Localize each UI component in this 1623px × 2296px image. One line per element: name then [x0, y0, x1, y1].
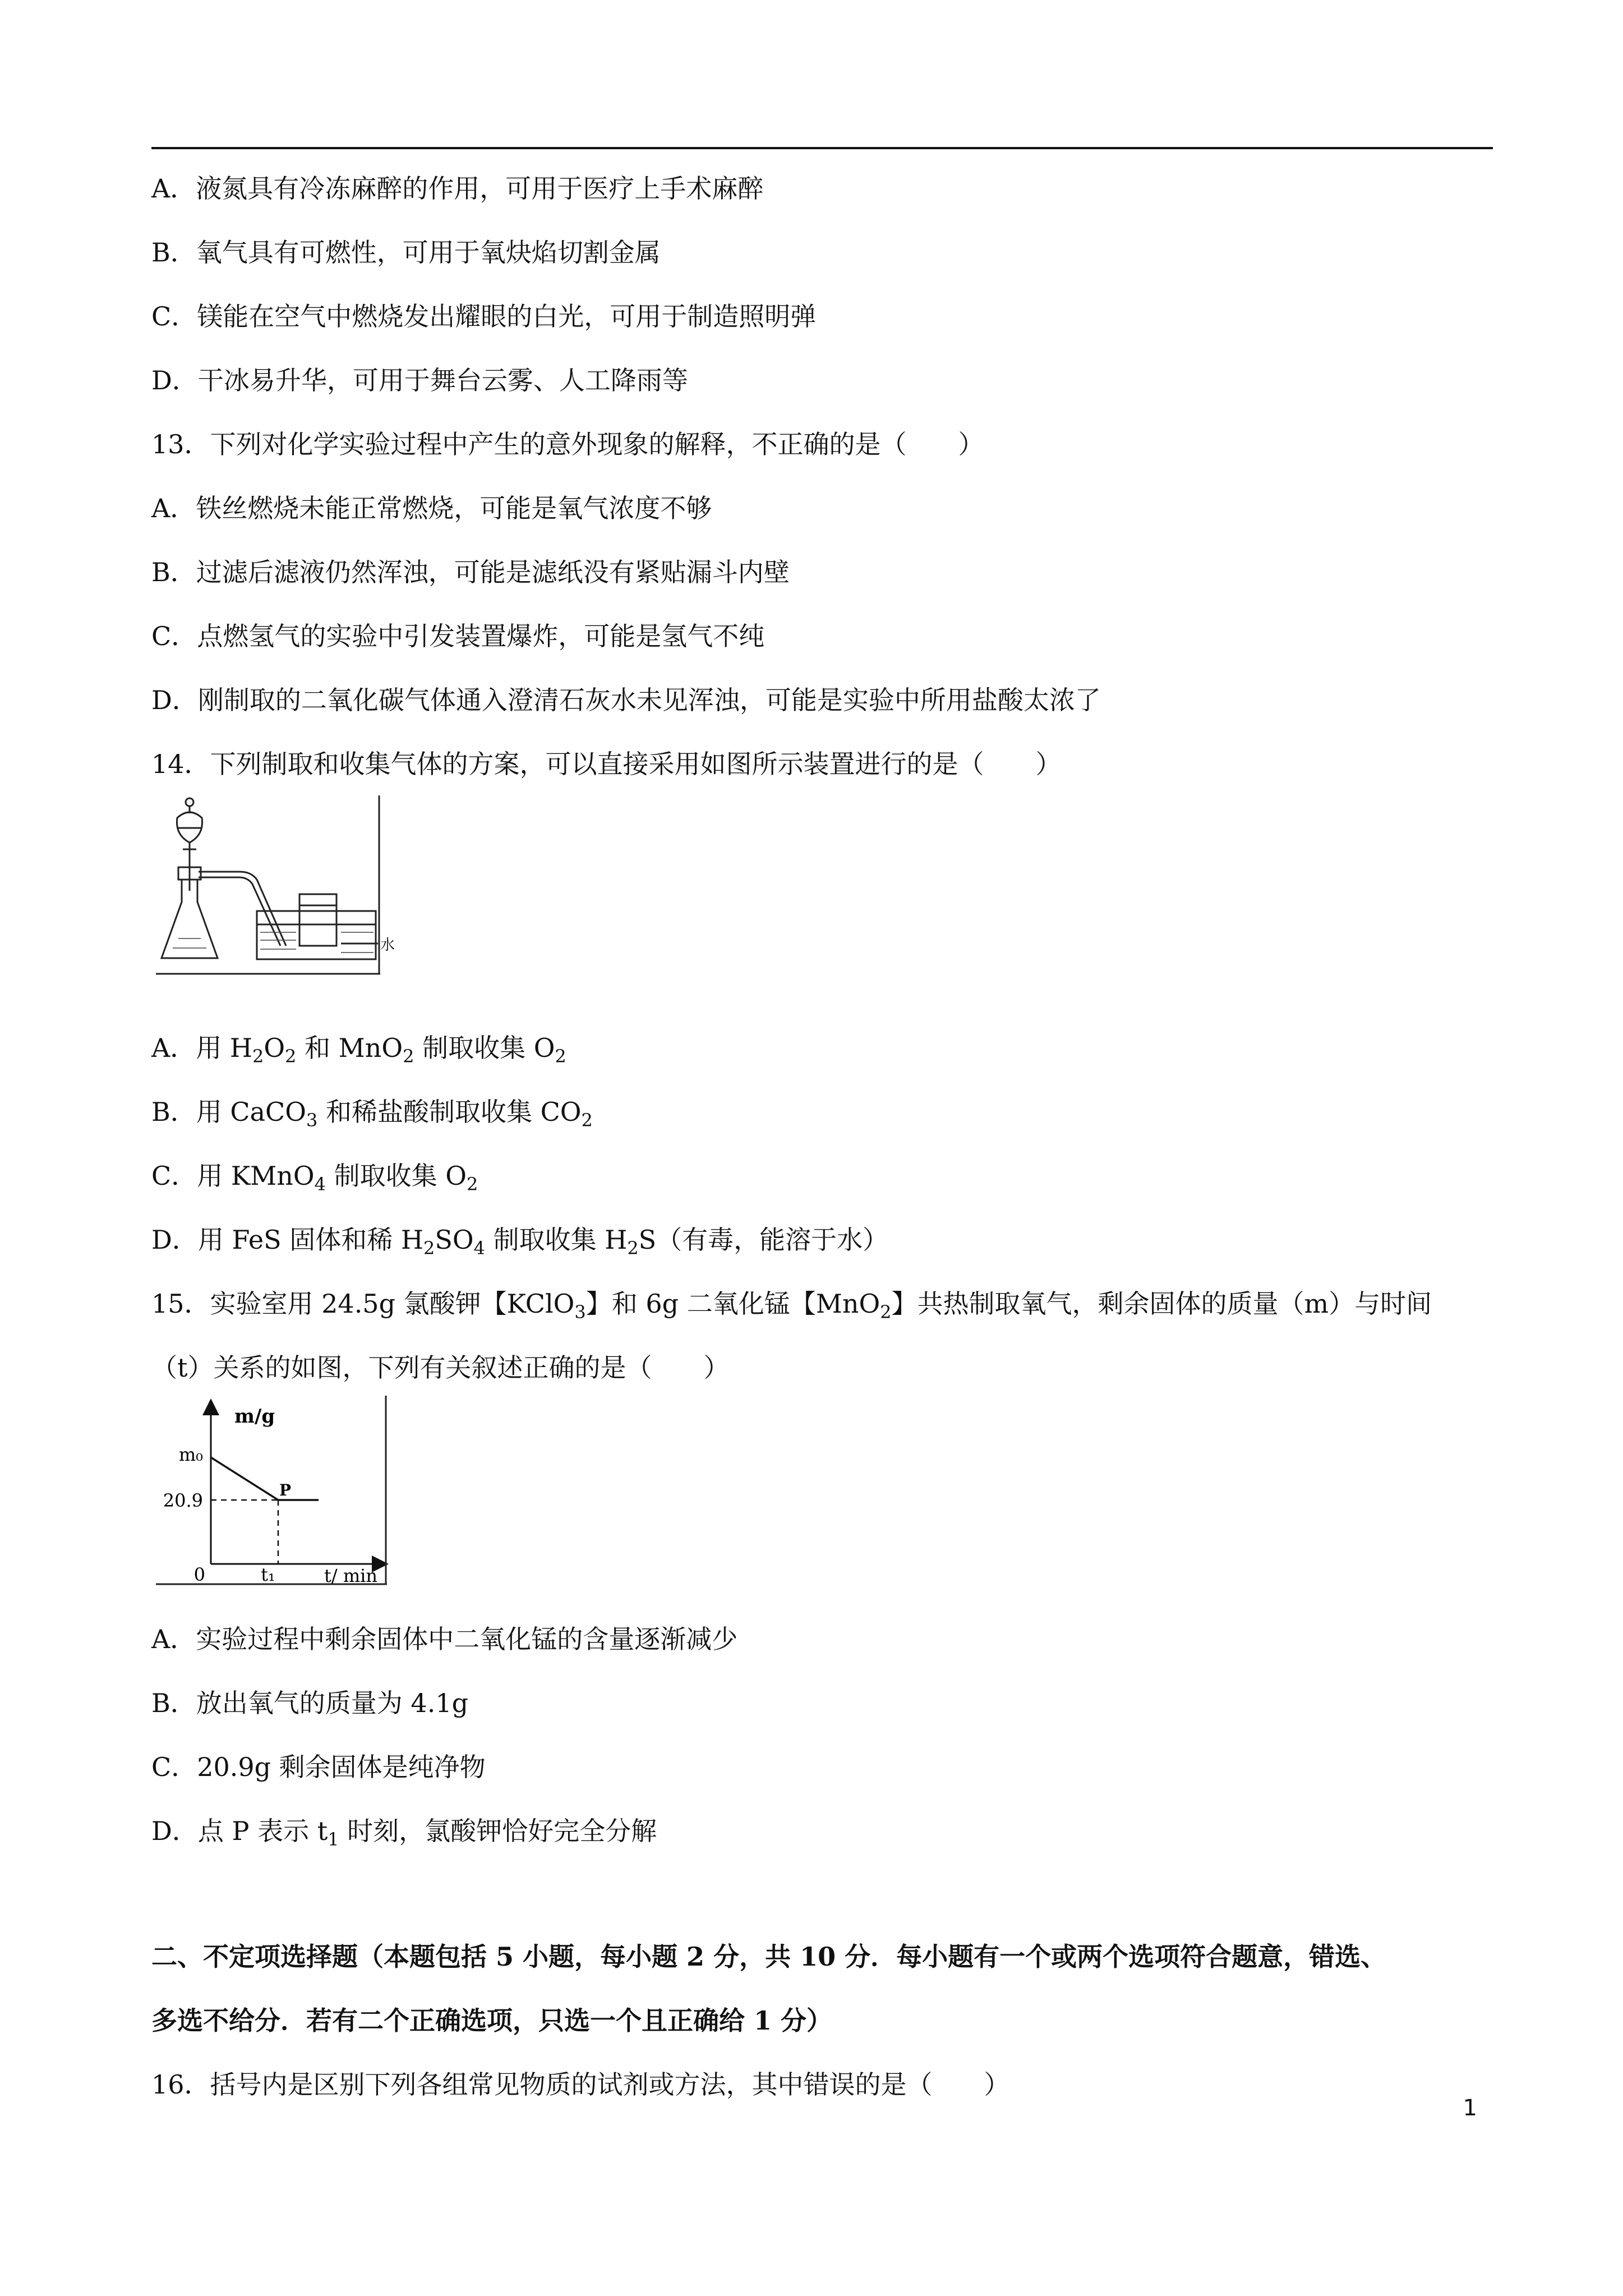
apparatus-drawing — [162, 798, 378, 959]
q13-option-c: C．点燃氢气的实验中引发装置爆炸，可能是氢气不纯 — [151, 621, 765, 651]
section-2-heading-line1: 二、不定项选择题（本题包括 5 小题，每小题 2 分，共 10 分．每小题有一个或两个选项符合题意，错选、 — [151, 1941, 1387, 1972]
q14-option-a: A．用 $H_2O_2$ 和 MnO$_2$ 制取收集 $O_2$ — [151, 1033, 566, 1067]
q13-stem: 13．下列对化学实验过程中产生的意外现象的解释，不正确的是（ ） — [151, 429, 984, 459]
q12-option-b: B．氧气具有可燃性，可用于氧炔焰切割金属 — [151, 237, 661, 268]
q14-option-b: B．用 CaCO$_3$ 和稀盐酸制取收集 $CO_2$ — [151, 1097, 593, 1131]
q12-option-d: D．干冰易升华，可用于舞台云雾、人工降雨等 — [151, 365, 688, 395]
header-rule — [151, 147, 1493, 149]
point-p-label: P — [279, 1481, 292, 1499]
x-axis-label: t/ min — [324, 1565, 377, 1586]
q15-option-b: B．放出氧气的质量为 4.1g — [151, 1688, 469, 1718]
q15-option-c: C．20.9g 剩余固体是纯净物 — [151, 1752, 486, 1782]
q13-option-b: B．过滤后滤液仍然浑浊，可能是滤纸没有紧贴漏斗内壁 — [151, 557, 790, 587]
y-axis-label: m/g — [234, 1405, 275, 1428]
mass-time-chart — [156, 1396, 391, 1586]
q14-stem: 14．下列制取和收集气体的方案，可以直接采用如图所示装置进行的是（ ） — [151, 749, 1062, 779]
q14-option-d: D．用 FeS 固体和稀 $H_2SO_4$ 制取收集 $H_2S$（有毒，能溶于水） — [151, 1225, 889, 1259]
q13-option-a: A．铁丝燃烧未能正常燃烧，可能是氧气浓度不够 — [151, 493, 712, 523]
series-line — [211, 1457, 319, 1500]
q15-stem-line1: 15．实验室用 24.5g 氯酸钾【KClO$_3$】和 6g 二氧化锰【MnO$_2$】共热制取氧气，剩余固体的质量（m）与时间 — [151, 1289, 1432, 1323]
q15-option-a: A．实验过程中剩余固体中二氧化锰的含量逐渐减少 — [151, 1624, 738, 1654]
gas-apparatus-figure — [156, 795, 395, 975]
q15-stem-line2: （t）关系的如图，下列有关叙述正确的是（ ） — [151, 1352, 730, 1383]
section-2-heading-line2: 多选不给分．若有二个正确选项，只选一个且正确给 1 分） — [151, 2005, 833, 2036]
x-tick-t1: t₁ — [261, 1564, 275, 1585]
y-tick-m0: m₀ — [178, 1444, 203, 1465]
q12-option-c: C．镁能在空气中燃烧发出耀眼的白光，可用于制造照明弹 — [151, 301, 817, 332]
origin-label: 0 — [193, 1564, 205, 1585]
q12-option-a: A．液氮具有冷冻麻醉的作用，可用于医疗上手术麻醉 — [151, 173, 764, 204]
q14-option-c: C．用 KMnO$_4$ 制取收集 $O_2$ — [151, 1161, 478, 1195]
q16-stem: 16．括号内是区别下列各组常见物质的试剂或方法，其中错误的是（ ） — [151, 2069, 1010, 2100]
water-hatching — [173, 932, 374, 953]
q13-option-d: D．刚制取的二氧化碳气体通入澄清石灰水未见浑浊，可能是实验中所用盐酸太浓了 — [151, 685, 1101, 715]
water-label: 水 — [380, 937, 395, 954]
page-number: 1 — [1463, 2095, 1477, 2121]
q15-option-d: D．点 P 表示 $t_1$ 时刻，氯酸钾恰好完全分解 — [151, 1816, 657, 1850]
y-tick-20-9: 20.9 — [163, 1490, 203, 1511]
